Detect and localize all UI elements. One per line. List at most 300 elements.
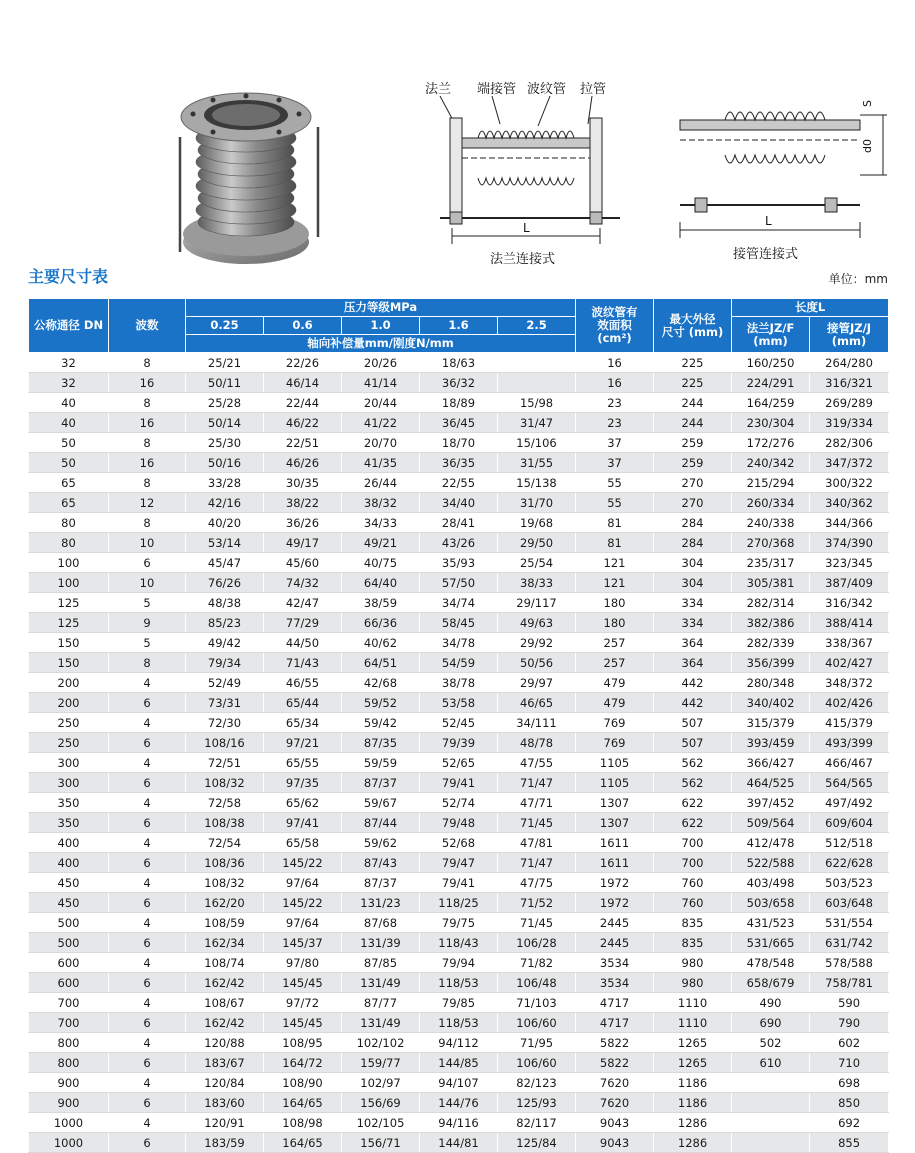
table-cell: 120/84 (186, 1073, 264, 1093)
table-cell: 1307 (576, 793, 654, 813)
table-cell: 36/32 (420, 373, 498, 393)
table-cell: 106/48 (498, 973, 576, 993)
table-cell: 6 (109, 693, 186, 713)
table-cell: 6 (109, 773, 186, 793)
table-cell: 180 (576, 613, 654, 633)
table-cell: 71/45 (498, 813, 576, 833)
table-cell: 800 (29, 1053, 109, 1073)
table-cell: 18/63 (420, 353, 498, 373)
table-cell: 41/14 (342, 373, 420, 393)
table-cell: 47/55 (498, 753, 576, 773)
table-row (29, 453, 889, 473)
table-cell: 270/368 (732, 533, 810, 553)
table-cell: 59/52 (342, 693, 420, 713)
table-cell: 42/16 (186, 493, 264, 513)
table-cell: 4 (109, 1073, 186, 1093)
table-cell: 44/50 (264, 633, 342, 653)
pipe-connection-diagram (665, 85, 900, 265)
table-cell: 4 (109, 673, 186, 693)
table-cell: 41/22 (342, 413, 420, 433)
table-cell: 32 (29, 353, 109, 373)
table-cell: 31/47 (498, 413, 576, 433)
table-cell: 81 (576, 513, 654, 533)
table-cell: 125 (29, 593, 109, 613)
table-cell: 71/43 (264, 653, 342, 673)
table-cell: 835 (654, 933, 732, 953)
table-cell: 52/45 (420, 713, 498, 733)
table-cell: 106/60 (498, 1013, 576, 1033)
table-cell: 79/41 (420, 773, 498, 793)
table-cell: 42/47 (264, 593, 342, 613)
header-p10: 1.0 (342, 317, 420, 335)
table-cell: 10 (109, 533, 186, 553)
table-cell: 356/399 (732, 653, 810, 673)
table-cell: 6 (109, 733, 186, 753)
table-cell: 48/78 (498, 733, 576, 753)
header-dn: 公称通径 DN (29, 299, 109, 353)
table-cell: 36/26 (264, 513, 342, 533)
table-cell: 108/38 (186, 813, 264, 833)
table-cell: 74/32 (264, 573, 342, 593)
table-cell: 79/41 (420, 873, 498, 893)
table-cell: 622 (654, 813, 732, 833)
table-cell: 2445 (576, 933, 654, 953)
table-cell: 562 (654, 753, 732, 773)
table-cell: 22/44 (264, 393, 342, 413)
table-cell: 172/276 (732, 433, 810, 453)
table-cell: 512/518 (810, 833, 889, 853)
table-row (29, 873, 889, 893)
table-cell: 144/85 (420, 1053, 498, 1073)
table-cell: 125/84 (498, 1133, 576, 1153)
table-cell: 80 (29, 513, 109, 533)
table-cell: 769 (576, 733, 654, 753)
table-cell: 36/35 (420, 453, 498, 473)
table-cell: 450 (29, 893, 109, 913)
table-row (29, 393, 889, 413)
table-cell: 108/74 (186, 953, 264, 973)
header-p06: 0.6 (264, 317, 342, 335)
table-row (29, 713, 889, 733)
table-cell: 80 (29, 533, 109, 553)
table-cell: 835 (654, 913, 732, 933)
table-cell: 507 (654, 713, 732, 733)
table-cell: 300/322 (810, 473, 889, 493)
table-cell: 215/294 (732, 473, 810, 493)
table-cell: 509/564 (732, 813, 810, 833)
table-cell: 65 (29, 493, 109, 513)
table-cell: 160/250 (732, 353, 810, 373)
table-cell: 316/342 (810, 593, 889, 613)
table-cell: 15/98 (498, 393, 576, 413)
table-cell: 79/34 (186, 653, 264, 673)
table-cell: 53/14 (186, 533, 264, 553)
table-cell: 97/64 (264, 913, 342, 933)
table-row (29, 613, 889, 633)
table-cell: 100 (29, 553, 109, 573)
table-cell: 25/28 (186, 393, 264, 413)
table-cell: 562 (654, 773, 732, 793)
table-cell: 32 (29, 373, 109, 393)
table-cell: 304 (654, 553, 732, 573)
table-cell: 16 (109, 453, 186, 473)
table-row (29, 1013, 889, 1033)
table-cell: 29/50 (498, 533, 576, 553)
table-cell: 442 (654, 673, 732, 693)
table-cell: 602 (810, 1033, 889, 1053)
table-cell (732, 1093, 810, 1113)
table-cell: 503/523 (810, 873, 889, 893)
table-cell: 7620 (576, 1093, 654, 1113)
table-cell: 87/68 (342, 913, 420, 933)
table-cell: 145/22 (264, 893, 342, 913)
table-cell: 19/68 (498, 513, 576, 533)
label-tie-rod: 拉管 (580, 82, 607, 97)
table-cell: 698 (810, 1073, 889, 1093)
table-cell: 164/72 (264, 1053, 342, 1073)
table-cell: 6 (109, 893, 186, 913)
table-cell: 2445 (576, 913, 654, 933)
table-cell: 87/77 (342, 993, 420, 1013)
table-cell: 38/33 (498, 573, 576, 593)
table-cell: 71/52 (498, 893, 576, 913)
table-cell: 16 (109, 373, 186, 393)
table-cell: 46/65 (498, 693, 576, 713)
table-cell: 164/259 (732, 393, 810, 413)
header-len-flange: 法兰JZ/F (mm) (732, 317, 810, 353)
table-cell: 8 (109, 513, 186, 533)
table-cell: 412/478 (732, 833, 810, 853)
table-cell: 578/588 (810, 953, 889, 973)
table-cell: 40 (29, 413, 109, 433)
table-cell: 131/49 (342, 973, 420, 993)
table-cell: 5 (109, 633, 186, 653)
table-cell: 50/56 (498, 653, 576, 673)
table-cell: 50 (29, 433, 109, 453)
table-cell: 305/381 (732, 573, 810, 593)
table-cell: 52/74 (420, 793, 498, 813)
table-cell: 106/60 (498, 1053, 576, 1073)
table-cell: 658/679 (732, 973, 810, 993)
table-cell: 1611 (576, 833, 654, 853)
table-cell: 9043 (576, 1133, 654, 1153)
table-cell (498, 373, 576, 393)
table-cell: 50/16 (186, 453, 264, 473)
table-cell: 1110 (654, 993, 732, 1013)
table-cell: 200 (29, 693, 109, 713)
table-cell: 162/42 (186, 1013, 264, 1033)
table-cell: 82/117 (498, 1113, 576, 1133)
table-cell: 144/76 (420, 1093, 498, 1113)
table-cell: 131/49 (342, 1013, 420, 1033)
table-cell: 46/22 (264, 413, 342, 433)
table-cell: 502 (732, 1033, 810, 1053)
table-cell: 72/30 (186, 713, 264, 733)
table-cell: 38/32 (342, 493, 420, 513)
product-photo (158, 82, 333, 272)
unit-label: 单位：mm (828, 272, 888, 286)
table-cell: 102/97 (342, 1073, 420, 1093)
table-row (29, 673, 889, 693)
table-cell: 125/93 (498, 1093, 576, 1113)
table-cell: 164/65 (264, 1133, 342, 1153)
table-cell: 25/54 (498, 553, 576, 573)
table-cell: 121 (576, 553, 654, 573)
table-cell: 600 (29, 973, 109, 993)
table-cell: 71/45 (498, 913, 576, 933)
table-cell: 603/648 (810, 893, 889, 913)
table-cell: 9043 (576, 1113, 654, 1133)
table-cell: 45/47 (186, 553, 264, 573)
table-cell: 5822 (576, 1033, 654, 1053)
table-row (29, 773, 889, 793)
table-cell: 250 (29, 733, 109, 753)
table-cell: 156/69 (342, 1093, 420, 1113)
table-cell: 400 (29, 833, 109, 853)
table-cell: 40/20 (186, 513, 264, 533)
table-cell: 28/41 (420, 513, 498, 533)
table-cell: 415/379 (810, 713, 889, 733)
table-cell: 76/26 (186, 573, 264, 593)
table-cell: 710 (810, 1053, 889, 1073)
table-cell: 22/51 (264, 433, 342, 453)
table-cell: 4 (109, 833, 186, 853)
table-cell: 387/409 (810, 573, 889, 593)
table-cell: 490 (732, 993, 810, 1013)
table-cell: 97/41 (264, 813, 342, 833)
table-cell: 264/280 (810, 353, 889, 373)
table-cell: 1105 (576, 753, 654, 773)
table-cell: 244 (654, 393, 732, 413)
table-cell: 348/372 (810, 673, 889, 693)
table-cell: 344/366 (810, 513, 889, 533)
table-cell: 41/35 (342, 453, 420, 473)
header-length: 长度L (732, 299, 889, 317)
table-cell: 980 (654, 973, 732, 993)
table-cell: 47/81 (498, 833, 576, 853)
table-cell: 8 (109, 353, 186, 373)
table-cell: 240/338 (732, 513, 810, 533)
table-cell: 259 (654, 433, 732, 453)
header-max-od: 最大外径 尺寸 (mm) (654, 299, 732, 353)
table-row (29, 953, 889, 973)
table-cell: 108/67 (186, 993, 264, 1013)
table-cell: 18/70 (420, 433, 498, 453)
table-cell: 10 (109, 573, 186, 593)
table-cell: 18/89 (420, 393, 498, 413)
table-cell: 49/42 (186, 633, 264, 653)
table-cell: 71/47 (498, 853, 576, 873)
label-end-pipe: 端接管 (477, 82, 517, 97)
table-cell: 6 (109, 1133, 186, 1153)
table-cell: 319/334 (810, 413, 889, 433)
table-cell: 282/314 (732, 593, 810, 613)
table-cell: 1265 (654, 1033, 732, 1053)
table-cell: 790 (810, 1013, 889, 1033)
table-cell: 388/414 (810, 613, 889, 633)
table-cell: 431/523 (732, 913, 810, 933)
table-cell: 855 (810, 1133, 889, 1153)
table-cell: 497/492 (810, 793, 889, 813)
table-cell: 100 (29, 573, 109, 593)
table-cell: 164/65 (264, 1093, 342, 1113)
table-cell: 108/16 (186, 733, 264, 753)
table-cell: 50/11 (186, 373, 264, 393)
table-cell: 16 (109, 413, 186, 433)
table-cell: 64/40 (342, 573, 420, 593)
table-cell: 162/34 (186, 933, 264, 953)
table-cell: 8 (109, 653, 186, 673)
table-cell: 260/334 (732, 493, 810, 513)
table-cell: 269/289 (810, 393, 889, 413)
table-cell: 145/45 (264, 973, 342, 993)
pipe-drawing (665, 85, 900, 245)
table-cell: 118/53 (420, 1013, 498, 1033)
table-row (29, 553, 889, 573)
table-row (29, 933, 889, 953)
table-cell: 5 (109, 593, 186, 613)
table-cell (732, 1073, 810, 1093)
table-cell: 25/30 (186, 433, 264, 453)
table-cell: 4 (109, 873, 186, 893)
table-cell: 34/74 (420, 593, 498, 613)
table-cell: 26/44 (342, 473, 420, 493)
table-cell: 284 (654, 533, 732, 553)
table-cell: 700 (29, 993, 109, 1013)
table-row (29, 1053, 889, 1073)
table-cell: 4717 (576, 1013, 654, 1033)
table-cell: 79/39 (420, 733, 498, 753)
table-cell: 442 (654, 693, 732, 713)
table-cell: 769 (576, 713, 654, 733)
table-cell: 29/117 (498, 593, 576, 613)
table-cell: 622/628 (810, 853, 889, 873)
table-cell: 20/26 (342, 353, 420, 373)
table-cell: 87/37 (342, 873, 420, 893)
table-cell: 479 (576, 673, 654, 693)
table-cell: 71/82 (498, 953, 576, 973)
table-cell: 760 (654, 873, 732, 893)
table-cell: 106/28 (498, 933, 576, 953)
table-cell: 225 (654, 353, 732, 373)
table-cell: 590 (810, 993, 889, 1013)
table-cell: 1972 (576, 893, 654, 913)
flange-drawing (420, 96, 650, 256)
table-cell: 87/85 (342, 953, 420, 973)
table-row (29, 1073, 889, 1093)
table-cell: 59/42 (342, 713, 420, 733)
table-cell: 382/386 (732, 613, 810, 633)
table-cell: 6 (109, 1053, 186, 1073)
table-cell: 531/665 (732, 933, 810, 953)
table-cell: 235/317 (732, 553, 810, 573)
table-cell: 65/58 (264, 833, 342, 853)
table-cell: 57/50 (420, 573, 498, 593)
table-cell: 23 (576, 393, 654, 413)
table-cell: 366/427 (732, 753, 810, 773)
pipe-dim-S: S (861, 100, 874, 107)
table-cell: 180 (576, 593, 654, 613)
table-cell: 850 (810, 1093, 889, 1113)
table-cell: 85/23 (186, 613, 264, 633)
table-cell: 700 (29, 1013, 109, 1033)
table-cell: 522/588 (732, 853, 810, 873)
table-cell: 4 (109, 993, 186, 1013)
table-cell: 20/70 (342, 433, 420, 453)
table-row (29, 593, 889, 613)
table-cell: 97/72 (264, 993, 342, 1013)
table-cell: 16 (576, 353, 654, 373)
table-cell: 145/45 (264, 1013, 342, 1033)
table-cell: 58/45 (420, 613, 498, 633)
table-row (29, 433, 889, 453)
table-cell: 503/658 (732, 893, 810, 913)
table-row (29, 973, 889, 993)
table-cell: 1286 (654, 1113, 732, 1133)
table-cell: 20/44 (342, 393, 420, 413)
table-cell: 55 (576, 473, 654, 493)
table-cell: 120/88 (186, 1033, 264, 1053)
table-cell: 30/35 (264, 473, 342, 493)
table-cell: 36/45 (420, 413, 498, 433)
table-cell: 450 (29, 873, 109, 893)
table-cell: 493/399 (810, 733, 889, 753)
table-cell: 507 (654, 733, 732, 753)
table-cell: 338/367 (810, 633, 889, 653)
table-cell: 52/49 (186, 673, 264, 693)
table-cell: 700 (654, 833, 732, 853)
table-cell: 108/95 (264, 1033, 342, 1053)
table-cell: 300 (29, 753, 109, 773)
table-cell: 46/55 (264, 673, 342, 693)
table-row (29, 573, 889, 593)
table-cell: 102/102 (342, 1033, 420, 1053)
table-cell: 500 (29, 933, 109, 953)
table-cell: 282/339 (732, 633, 810, 653)
table-cell: 65/55 (264, 753, 342, 773)
table-cell: 108/32 (186, 873, 264, 893)
table-cell: 3534 (576, 973, 654, 993)
pipe-dim-d0: d0 (861, 139, 874, 153)
table-cell: 8 (109, 473, 186, 493)
table-row (29, 513, 889, 533)
table-cell: 282/306 (810, 433, 889, 453)
table-cell: 59/62 (342, 833, 420, 853)
table-cell: 125 (29, 613, 109, 633)
table-cell: 31/55 (498, 453, 576, 473)
table-cell (498, 353, 576, 373)
table-row (29, 373, 889, 393)
table-cell: 45/60 (264, 553, 342, 573)
table-cell: 250 (29, 713, 109, 733)
table-cell: 34/33 (342, 513, 420, 533)
table-cell: 340/402 (732, 693, 810, 713)
header-axial: 轴向补偿量mm/刚度N/mm (186, 335, 576, 353)
table-cell: 162/20 (186, 893, 264, 913)
table-cell: 40 (29, 393, 109, 413)
table-cell: 364 (654, 653, 732, 673)
table-cell: 49/17 (264, 533, 342, 553)
table-cell: 183/59 (186, 1133, 264, 1153)
table-cell: 12 (109, 493, 186, 513)
table-cell: 46/26 (264, 453, 342, 473)
table-cell (732, 1133, 810, 1153)
table-cell: 94/112 (420, 1033, 498, 1053)
table-cell: 77/29 (264, 613, 342, 633)
table-cell: 900 (29, 1093, 109, 1113)
table-row (29, 793, 889, 813)
table-cell: 94/107 (420, 1073, 498, 1093)
